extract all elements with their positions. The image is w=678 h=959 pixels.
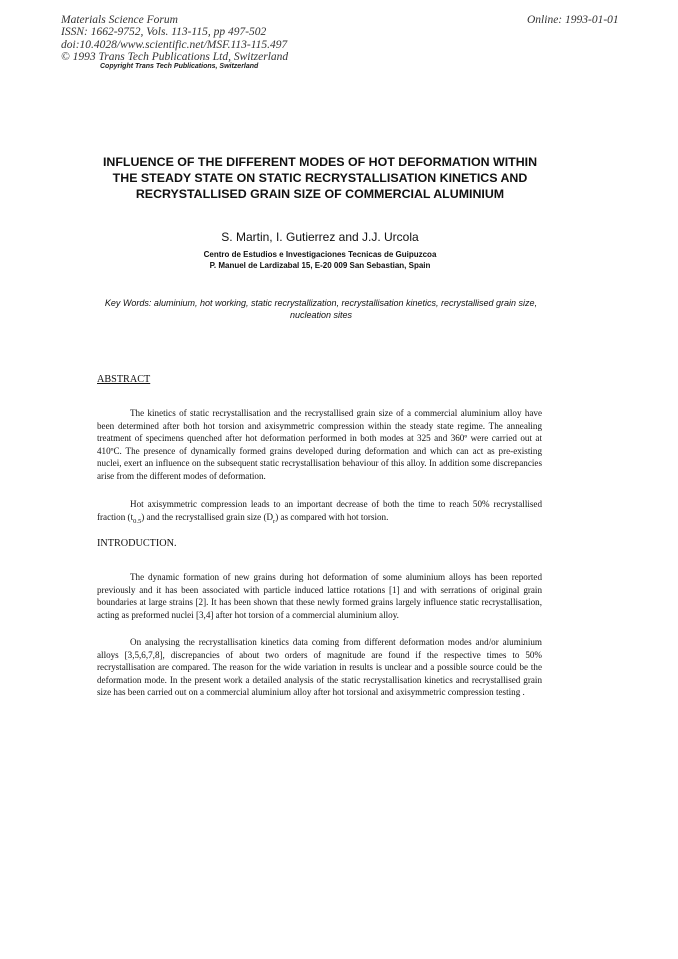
journal-header: [61, 14, 288, 64]
journal-name: Materials Science Forum: [61, 14, 178, 26]
affiliation-address: P. Manuel de Lardizabal 15, E-20 009 San Sebastian, Spain: [209, 261, 431, 270]
issn-line: ISSN: 1662-9752, Vols. 113-115, pp 497-502: [61, 26, 267, 39]
dr-subscript: r: [273, 517, 276, 525]
t05-subscript: 0.5: [133, 517, 142, 525]
introduction-heading: INTRODUCTION.: [97, 538, 177, 549]
affiliation-institution: Centro de Estudios e Investigaciones Tecnicas de Guipuzcoa: [203, 250, 437, 259]
abstract-heading: ABSTRACT: [97, 374, 151, 385]
introduction-paragraph-2: On analysing the recrystallisation kinetics data coming from different deformation modes and/or aluminium alloys [3,5,6,7,8], discrepancies of about two orders of magnitude are found if the respective times to 50% recrystallisation are compared. The reason for the wide variation in results is unclear and a possible source could be the deformation mode. In the present work a detailed analysis of the static recrystallisation kinetics and recrystallised grain size has been carried out on a commercial aluminium alloy after hot torsional and axisymmetric compression testing .: [97, 637, 542, 697]
affiliation: [100, 249, 540, 271]
online-date: Online: 1993-01-01: [527, 14, 619, 26]
doi-link[interactable]: doi:10.4028/www.scientific.net/MSF.113-115.497: [61, 38, 288, 51]
abstract-p2-text-b: ) and the recrystallised grain size (D: [141, 511, 274, 522]
introduction-paragraph-1: The dynamic formation of new grains during hot deformation of some aluminium alloys has been reported previously and it has been associated with particle induced lattice rotations [1] and with serrations of original grain boundaries at large strains [2]. It has been shown that these newly formed grains largely influence static recrystallisation, acting as preformed nuclei [3,4] after hot torsion of a commercial aluminium alloy.: [97, 572, 542, 620]
keywords: Key Words: aluminium, hot working, static recrystallization, recrystallisation kinetics, recrystallised grain size, nucleation sites: [104, 298, 538, 320]
copyright-stamp: Copyright Trans Tech Publications, Switzerland: [100, 63, 259, 70]
copyright-line: © 1993 Trans Tech Publications Ltd, Switzerland: [61, 51, 289, 64]
authors: S. Martin, I. Gutierrez and J.J. Urcola: [221, 230, 419, 244]
abstract-paragraph-2: [97, 498, 542, 523]
abstract-paragraph-1: The kinetics of static recrystallisation and the recrystallised grain size of a commercial aluminium alloy have been determined after both hot torsion and axisymmetric compression within the steady state regime. The annealing treatment of specimens quenched after hot deformation performed in both modes at 325 and 360º were carried out at 410ºC. The presence of dynamically formed grains developed during deformation and which can act as pre-existing nuclei, exert an influence on the subsequent static recrystallisation behaviour of this alloy. In addition some discrepancies arise from the different modes of deformation.: [97, 408, 542, 481]
abstract-p2-text-a: Hot axisymmetric compression leads to an important decrease of both the time to reach 50% recrystallised fraction (t: [97, 499, 542, 522]
paper-title: INFLUENCE OF THE DIFFERENT MODES OF HOT DEFORMATION WITHIN THE STEADY STATE ON STATIC RECRYSTALLISATION KINETICS AND RECRYSTALLISED GRAIN SIZE OF COMMERCIAL ALUMINIUM: [102, 155, 538, 202]
abstract-p2-text-c: ) as compared with hot torsion.: [275, 511, 389, 522]
